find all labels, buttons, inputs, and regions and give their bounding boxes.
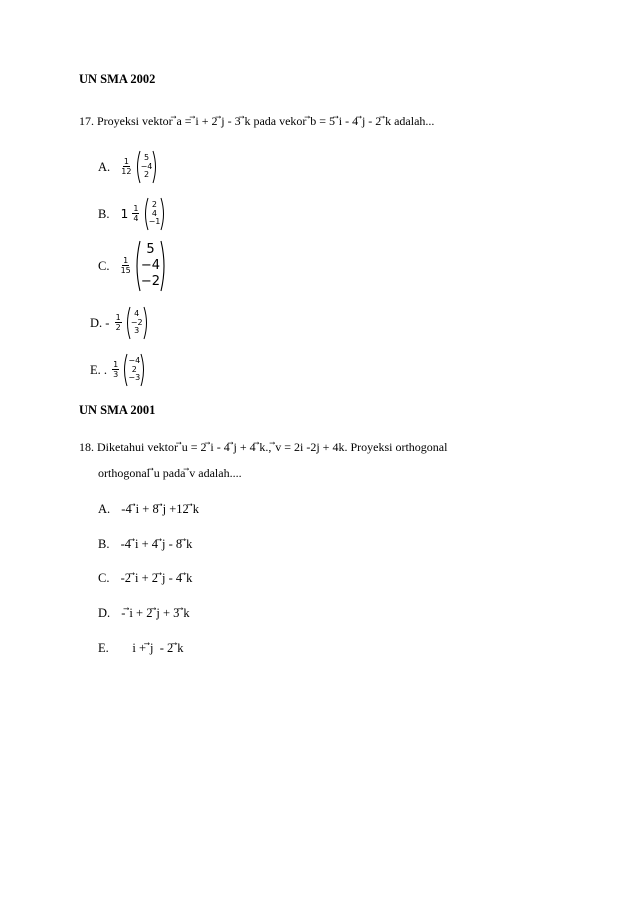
option-b-whole: 1 <box>120 207 129 221</box>
q18-option-e <box>98 640 184 656</box>
option-e-vector: −4 2 −3 <box>122 353 146 387</box>
question-18-line-1: 18. Diketahui vektor ⃗u = 2 ⃗i - 4 ⃗j + 4 ⃗k., ⃗v = 2i -2j + 4k. Proyeksi orthogonal <box>79 440 448 454</box>
option-e-fraction: $\frac{1}{3}$ <box>113 360 119 379</box>
option-c-label: C. <box>98 258 110 273</box>
section-heading-2002: UN SMA 2002 <box>79 72 156 86</box>
option-d <box>90 306 149 340</box>
option-c <box>98 240 167 292</box>
option-d-vector: 4 −2 3 <box>125 306 149 340</box>
q18-option-c-text: -2 ⃗i + 2 ⃗j - 4 ⃗k <box>120 571 193 585</box>
option-e <box>90 353 146 387</box>
option-a <box>98 150 158 184</box>
question-18-line-2: orthogonal ⃗u pada ⃗v adalah.... <box>98 466 242 480</box>
option-b <box>98 197 166 231</box>
q18-option-d <box>98 605 190 621</box>
q18-option-a-text: -4 ⃗i + 8 ⃗j +12 ⃗k <box>121 502 200 516</box>
option-a-vector: 5 −4 2 <box>135 150 159 184</box>
q18-option-e-text: i + ⃗j - 2 ⃗k <box>119 641 184 655</box>
q18-option-d-label: D. <box>98 606 111 620</box>
option-c-fraction: $\frac{1}{15}$ <box>120 256 131 275</box>
option-d-label: D. - <box>90 315 110 330</box>
q18-option-b <box>98 536 192 552</box>
q18-option-e-label: E. <box>98 641 109 655</box>
q18-option-d-text: - ⃗i + 2 ⃗j + 3 ⃗k <box>121 606 190 620</box>
q18-option-c-label: C. <box>98 571 110 585</box>
option-e-label: E. . <box>90 362 108 377</box>
q18-option-b-label: B. <box>98 537 110 551</box>
option-b-label: B. <box>98 206 110 221</box>
q18-option-c <box>98 570 192 586</box>
option-d-fraction: $\frac{1}{2}$ <box>115 313 121 332</box>
question-17: 17. Proyeksi vektor ⃗a = ⃗i + 2 ⃗j - 3 ⃗k pada vekor ⃗b = 5 ⃗i - 4 ⃗j - 2 ⃗k adalah... <box>79 114 435 128</box>
option-b-fraction: $\frac{1}{4}$ <box>133 204 139 223</box>
option-c-vector: 5 −4 −2 <box>134 240 167 292</box>
q18-option-b-text: -4 ⃗i + 4 ⃗j - 8 ⃗k <box>120 537 193 551</box>
section-heading-2001: UN SMA 2001 <box>79 403 156 417</box>
option-a-fraction: $\frac{1}{12}$ <box>121 157 132 176</box>
option-b-vector: 2 4 −1 <box>143 197 167 231</box>
q18-option-a <box>98 501 199 517</box>
option-a-label: A. <box>98 159 111 174</box>
q18-option-a-label: A. <box>98 502 111 516</box>
